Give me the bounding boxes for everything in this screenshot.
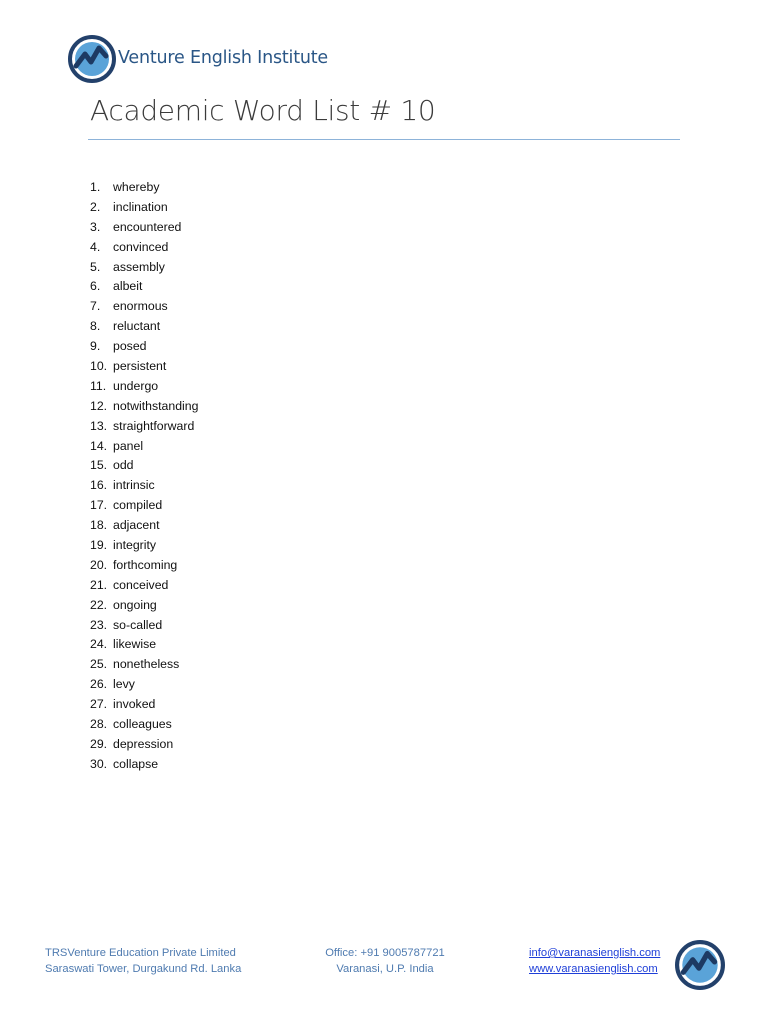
word-list [90,178,198,775]
item-word: nonetheless [113,657,180,672]
brand-name: Venture English Institute [118,48,328,68]
item-number: 7. [90,299,101,314]
page-title: Academic Word List # 10 [90,94,436,127]
item-number: 4. [90,239,101,254]
item-word: collapse [113,756,159,771]
company-name: TRSVenture Education Private Limited [45,947,236,959]
list-item [90,238,198,258]
venture-logo-icon [68,35,116,83]
item-number: 17. [90,498,108,513]
item-word: colleagues [113,717,172,732]
item-word: encountered [113,219,182,234]
item-number: 25. [90,657,108,672]
office-phone: Office: +91 9005787721 [325,947,445,959]
item-number: 5. [90,259,101,274]
item-number: 27. [90,697,108,712]
item-word: intrinsic [113,478,155,493]
company-address: Saraswati Tower, Durgakund Rd. Lanka [45,963,242,975]
item-word: ongoing [113,597,157,612]
list-item [90,496,198,516]
title-divider [88,139,680,140]
item-number: 8. [90,319,101,334]
list-item [90,337,198,357]
item-word: compiled [113,498,163,513]
email-link[interactable]: info@varanasienglish.com [529,947,661,959]
item-number: 23. [90,617,108,632]
item-number: 18. [90,518,108,533]
item-word: posed [113,339,147,354]
footer-company-info [45,945,241,977]
list-item [90,576,198,596]
item-number: 24. [90,637,108,652]
item-number: 16. [90,478,108,493]
item-number: 30. [90,756,108,771]
list-item [90,357,198,377]
item-number: 14. [90,438,108,453]
item-word: forthcoming [113,557,178,572]
item-number: 12. [90,398,108,413]
list-item [90,536,198,556]
list-item [90,198,198,218]
item-number: 10. [90,359,108,374]
item-word: reluctant [113,319,161,334]
list-item [90,437,198,457]
list-item [90,596,198,616]
list-item [90,456,198,476]
footer-office-info [300,945,470,977]
list-item [90,377,198,397]
item-number: 19. [90,538,108,553]
list-item [90,178,198,198]
list-item [90,556,198,576]
item-number: 21. [90,577,108,592]
item-word: conceived [113,577,169,592]
item-word: enormous [113,299,168,314]
item-word: panel [113,438,144,453]
list-item [90,635,198,655]
item-word: levy [113,677,135,692]
item-word: albeit [113,279,143,294]
item-number: 6. [90,279,101,294]
item-word: convinced [113,239,169,254]
list-item [90,516,198,536]
item-word: notwithstanding [113,398,199,413]
footer-contact-links [529,945,660,977]
item-word: integrity [113,538,157,553]
list-item [90,417,198,437]
item-word: persistent [113,359,167,374]
list-item [90,297,198,317]
item-word: assembly [113,259,165,274]
item-word: undergo [113,378,159,393]
list-item [90,476,198,496]
list-item [90,715,198,735]
list-item [90,258,198,278]
item-word: depression [113,736,174,751]
list-item [90,218,198,238]
list-item [90,695,198,715]
item-word: whereby [113,180,160,194]
list-item [90,755,198,775]
list-item [90,397,198,417]
item-number: 20. [90,557,108,572]
item-number: 1. [90,180,101,194]
list-item [90,616,198,636]
list-item [90,735,198,755]
list-item [90,317,198,337]
item-number: 22. [90,597,108,612]
website-link[interactable]: www.varanasienglish.com [529,963,658,975]
item-number: 2. [90,199,101,214]
item-number: 11. [90,378,107,393]
item-word: odd [113,458,134,473]
footer-logo-icon [675,940,725,990]
item-word: so-called [113,617,163,632]
item-number: 3. [90,219,101,234]
item-number: 26. [90,677,108,692]
item-word: straightforward [113,418,195,433]
item-word: invoked [113,697,156,712]
office-city: Varanasi, U.P. India [336,963,434,975]
item-number: 29. [90,736,108,751]
item-number: 28. [90,717,108,732]
list-item [90,675,198,695]
item-word: likewise [113,637,157,652]
item-number: 13. [90,418,108,433]
item-word: adjacent [113,518,160,533]
list-item [90,277,198,297]
list-item [90,655,198,675]
item-number: 9. [90,339,101,354]
item-number: 15. [90,458,108,473]
item-word: inclination [113,199,168,214]
